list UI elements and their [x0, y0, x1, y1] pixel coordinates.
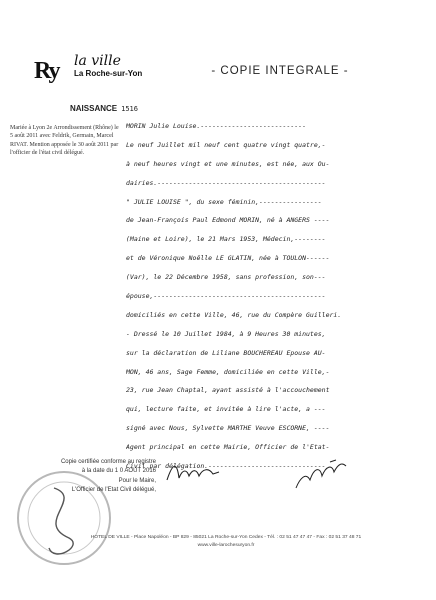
- declarant-signature: [290, 458, 350, 492]
- record-line: qui, lecture faite, et invitée à lire l'acte, a ---: [126, 405, 326, 414]
- certification-line: Copie certifiée conforme au registre: [60, 459, 156, 465]
- record-line: Civil par délégation.------------------------------: [126, 462, 326, 471]
- record-line: sur la déclaration de Liliane BOUCHEREAU Epouse AU-: [126, 348, 326, 357]
- record-line: de Jean-François Paul Edmond MORIN, né à ANGERS ----: [126, 216, 330, 225]
- page-footer: [20, 534, 432, 551]
- record-line: (Maine et Loire), le 21 Mars 1953, Médecin,--------: [126, 235, 326, 244]
- city-logo: [34, 53, 164, 84]
- certification-officer: L'Officier de l'Etat Civil délégué,: [71, 486, 156, 493]
- logo-mark: Ry: [34, 58, 59, 84]
- certification-date: à la date du 1 0 AOUT 2016: [81, 468, 156, 475]
- record-line: domiciliés en cette Ville, 46, rue du Compère Guilleri.: [126, 310, 342, 319]
- record-line: dairies.-------------------------------------------: [126, 178, 326, 187]
- section-heading: [70, 104, 138, 113]
- record-line: et de Véronique Noëlle LE GLATIN, née à TOULON------: [126, 254, 330, 263]
- document-title: - COPIE INTEGRALE -: [211, 65, 349, 77]
- record-line: 23, rue Jean Chaptal, ayant assisté à l'accouchement: [126, 386, 330, 395]
- record-line: " JULIE LOUISE ", du sexe féminin,----------------: [126, 197, 322, 206]
- margin-annotation: Mariée à Lyon 2e Arrondissement (Rhône) le 5 août 2011 avec Feldrik, Germain, Marcel RIVAT. Mention apposée le 30 août 2011 par l'officier de l'état civil délégué.: [10, 125, 119, 156]
- record-line: MORIN Julie Louise.---------------------------: [126, 122, 307, 130]
- logo-brand: la ville: [74, 53, 121, 69]
- record-line: à neuf heures vingt et une minutes, est née, aux Ou-: [126, 159, 330, 168]
- record-line: Le neuf Juillet mil neuf cent quatre vingt quatre,-: [126, 140, 326, 149]
- record-line: Agent principal en cette Mairie, Officier de l'Etat-: [126, 443, 330, 452]
- footer-website: www.ville-larochesuryon.fr: [197, 543, 255, 549]
- certification-note: [34, 458, 156, 495]
- logo-city: La Roche-sur-Yon: [74, 69, 143, 78]
- officer-signature: [163, 458, 223, 488]
- record-line: signé avec Nous, Sylvette MARTHE Veuve ESCORNE, ----: [126, 424, 330, 433]
- record-line: (Var), le 22 Décembre 1958, sans profession, son---: [126, 273, 326, 282]
- footer-address: HOTEL DE VILLE - Place Napoléon - BP 829 - 85021 La Roche-sur-Yon Cedex - Tél. : 02 51 47 47 47 - Fax : 02 51 37 48 71: [90, 535, 362, 540]
- record-line: épouse,--------------------------------------------: [126, 292, 326, 301]
- record-line: MON, 46 ans, Sage Femme, domiciliée en cette Ville,-: [126, 367, 330, 376]
- record-line: - Dressé le 10 Juillet 1984, à 9 Heures 30 minutes,: [126, 329, 326, 338]
- section-label: NAISSANCE: [70, 104, 118, 113]
- record-number: 1516: [121, 105, 138, 113]
- certification-mayor: Pour le Maire,: [118, 477, 156, 484]
- birth-record-text: [126, 117, 418, 476]
